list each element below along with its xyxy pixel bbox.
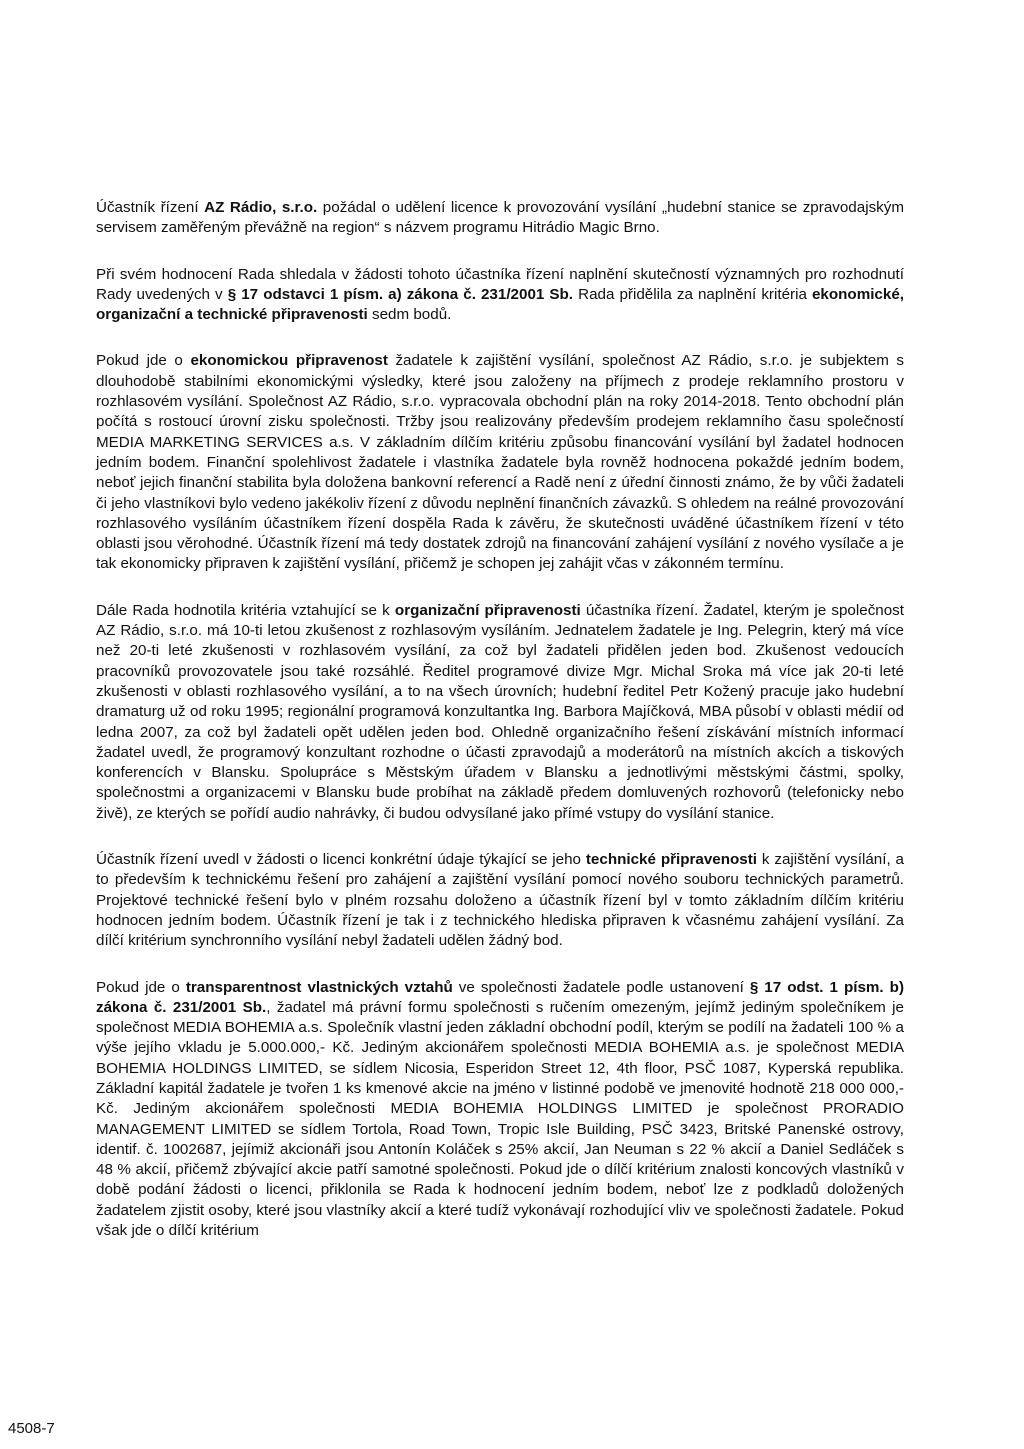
paragraph-economic-readiness (96, 351, 904, 574)
bold-text-run: organizační připravenosti (394, 601, 581, 619)
paragraph-ownership-transparency (96, 978, 904, 1242)
text-run: Pokud jde o (96, 352, 191, 370)
document-page (96, 198, 904, 1267)
bold-text-run: ekonomickou připravenost (190, 352, 388, 370)
text-run: žadatele k zajištění vysílání, společnost AZ Rádio, s.r.o. je subjektem s dlouhodobě stabilními ekonomickými výsledky, které jsou založeny na příjmech z prodeje reklamního prostoru v rozhlasovém vysílání. Společnost AZ Rádio, s.r.o. vypracovala obchodní plán na roky 2014-2018. Tento obchodní plán počítá s rostoucí úrovní zisku společnosti. Tržby jsou realizovány především prodejem reklamního času společností MEDIA MARKETING SERVICES a.s. V základním dílčím kritériu způsobu financování vysílání byl žadatel hodnocen jedním bodem. Finanční spolehlivost žadatele i vlastníka žadatele byla rovněž hodnocena pokaždé jedním bodem, neboť jejich finanční stabilita byla doložena bankovní referencí a Radě není z úřední činnosti známo, že by vůči žadateli či jeho vlastníkovi bylo vedeno jakékoliv řízení z důvodu neplnění finančních závazků. S ohledem na reálné provozování rozhlasového vysíláním účastníkem řízení dospěla Rada k závěru, že skutečnosti uváděné účastníkem řízení v této oblasti jsou věrohodné. Účastník řízení má tedy dostatek zdrojů na financování zahájení vysílání z nového vysílače a je tak ekonomicky připraven k zajištění vysílání, přičemž je schopen jej zahájit včas v zákonném termínu. (96, 352, 905, 573)
text-run: Účastník řízení uvedl v žádosti o licenci konkrétní údaje týkající se jeho (96, 851, 586, 869)
text-run: Pokud jde o (96, 978, 186, 996)
bold-text-run: ekonomické, organizační a technické připravenosti (96, 285, 904, 324)
bold-text-run: AZ Rádio, s.r.o. (204, 199, 318, 216)
text-run: Při svém hodnocení Rada shledala v žádosti tohoto účastníka řízení naplnění skutečností významných pro rozhodnutí Rady uvedených v (96, 265, 904, 303)
text-run: Rada přidělila za naplnění kritéria (573, 285, 812, 303)
bold-text-run: § 17 odst. 1 písm. b) zákona č. 231/2001 Sb. (96, 978, 905, 1016)
page-footer-code: 4508-7 (8, 1420, 55, 1437)
bold-text-run: technické připravenosti (585, 851, 758, 869)
paragraph-technical-readiness (96, 850, 904, 951)
text-run: ve společnosti žadatele podle ustanovení (452, 978, 750, 996)
text-run: účastníka řízení. Žadatel, kterým je společnost AZ Rádio, s.r.o. má 10-ti letou zkušenost z rozhlasovým vysíláním. Jednatelem žadatele je Ing. Pelegrin, který má více než 20-ti leté zkušenosti v rozhlasovém vysílání, za což byl žadateli přidělen jeden bod. Zkušenost vedoucích pracovníků provozovatele jsou také rozsáhlé. Ředitel programové divize Mgr. Michal Sroka má více jak 20-ti leté zkušenosti v oblasti rozhlasového vysílání, a to na všech úrovních; hudební ředitel Petr Kožený pracuje jako hudební dramaturg už od roku 1995; regionální programová konzultantka Ing. Barbora Majíčková, MBA působí v oblasti médií od ledna 2007, za což byl žadateli opět udělen jeden bod. Ohledně organizačního řešení získávání místních informací žadatel uvedl, že programový konzultant rozhodne o účasti zpravodajů a moderátorů na místních akcích a tiskových konferencích v Blansku. Spolupráce s Městským úřadem v Blansku a jednotlivými městskými částmi, spolky, společnostmi a organizacemi v Blansku bude probíhat na základě předem domluvených rozhovorů (telefonicky nebo živě), ze kterých se pořídí audio nahrávky, či budou odvysílané jako přímé vstupy do vysílání stanice. (96, 601, 904, 822)
text-run: Účastník řízení (96, 199, 205, 216)
text-run: Dále Rada hodnotila kritéria vztahující se k (96, 601, 395, 619)
text-run: , žadatel má právní formu společnosti s ručením omezeným, jejímž jediným společníkem je společnost MEDIA BOHEMIA a.s. Společník vlastní jeden základní obchodní podíl, kterým se podílí na žadateli 100 % a výše jejího vkladu je 5.000.000,- Kč. Jediným akcionářem společnosti MEDIA BOHEMIA a.s. je společnost MEDIA BOHEMIA HOLDINGS LIMITED, se sídlem Nicosia, Esperidon Street 12, 4th floor, PSČ 1087, Kyperská republika. Základní kapitál žadatele je tvořen 1 ks kmenové akcie na jméno v listinné podobě ve jmenovité hodnotě 218 000 000,- Kč. Jediným akcionářem společnosti MEDIA BOHEMIA HOLDINGS LIMITED je společnost PRORADIO MANAGEMENT LIMITED se sídlem Tortola, Road Town, Tropic Isle Building, PSČ 3423, Britské Panenské ostrovy, identif. č. 1002687, jejímiž akcionáři jsou Antonín Koláček s 25% akcií, Jan Neuman s 22 % akcií a Daniel Sedláček s 48 % akcií, přičemž zbývající akcie patří samotné společnosti. Pokud jde o dílčí kritérium znalosti koncových vlastníků v době podání žádosti o licenci, přiklonila se Rada k hodnocení jedním bodem, neboť lze z podkladů doložených žadatelem zjistit osoby, které jsou vlastníky akcií a které tudíž vykonávají rozhodující vliv ve společnosti žadatele. Pokud však jde o dílčí kritérium (96, 998, 904, 1240)
bold-text-run: transparentnost vlastnických vztahů (185, 978, 453, 996)
bold-text-run: § 17 odstavci 1 písm. a) zákona č. 231/2001 Sb. (227, 285, 574, 303)
text-run: požádal o udělení licence k provozování vysílání „hudební stanice se zpravodajským servisem zaměřeným převážně na region“ s názvem programu Hitrádio Magic Brno. (96, 199, 905, 237)
paragraph-applicant (96, 198, 904, 239)
text-run: sedm bodů. (367, 306, 452, 324)
paragraph-evaluation (96, 265, 904, 326)
paragraph-organizational-readiness (96, 601, 904, 824)
text-run: k zajištění vysílání, a to především k technickému řešení pro zahájení a zajištění vysílání pomocí nového souboru technických parametrů. Projektové technické řešení bylo v plném rozsahu doloženo a účastník řízení byl v tomto základním dílčím kritériu hodnocen jedním bodem. Účastník řízení je tak i z technického hlediska připraven k včasnému zahájení vysílání. Za dílčí kritérium synchronního vysílání nebyl žadateli udělen žádný bod. (96, 851, 904, 950)
